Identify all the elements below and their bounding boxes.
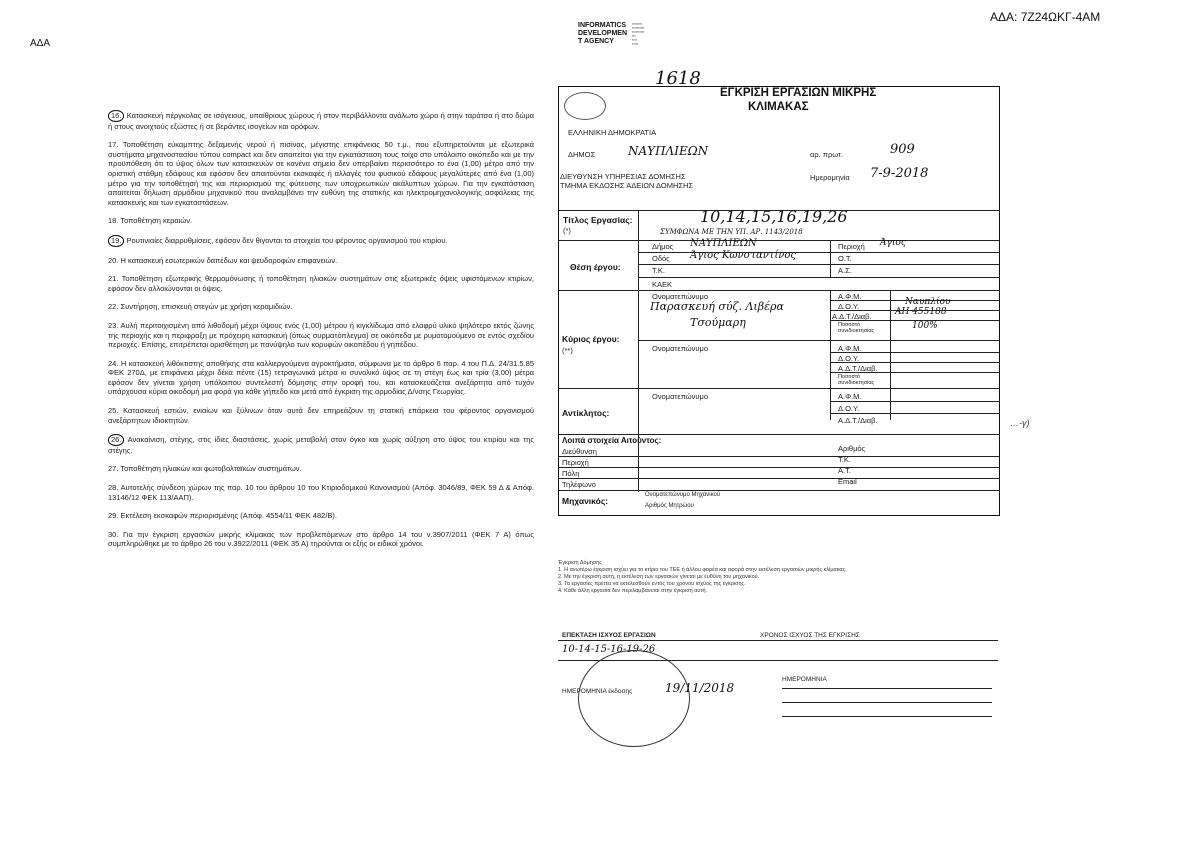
item-text: Τοποθέτηση ηλιακών και φωτοβολταϊκών συστημάτων. [120,464,302,474]
list-item [108,321,534,350]
list-item [108,274,534,293]
issue-date-label: ΗΜΕΡΟΜΗΝΙΑ έκδοσης [562,688,633,695]
note-2: 2. Με την έγκριση αυτή, η εκτέλεση των εργασιών γίνεται με ευθύνη του μηχανικού. [558,574,760,580]
id-label: Α.Δ.Τ./Διαβ. [832,312,872,321]
work-title-label: Τίτλος Εργασίας: [563,215,633,225]
item-number: 30. [108,529,119,539]
item-text: Ανακαίνιση, στέγης, στις ίδιες διαστάσεις, χωρίς μεταβολή στον όγκο και χωρίς αύξηση στο ύψος του κτιρίου και της στέγης. [108,435,535,455]
agency-line-1: INFORMATICS [578,22,627,29]
doy-label: Δ.Ο.Υ. [838,302,860,311]
validity-label: ΧΡΟΝΟΣ ΙΣΧΥΟΣ ΤΗΣ ΕΓΚΡΙΣΗΣ [760,632,860,639]
item-text: Αυλή περιτοιχισμένη από λιθοδομή μέχρι ύψους ενός (1,00) μέτρου ή κιγκλίδωμα από ελαφρύ υλικό ψηλότερο εκτός ζώνης της περιοχής και η περιφραξη με πρόχειρη κατασκευή (όπως συρματόπλεγμα) σε οικόπεδα με ρυμοτομούμενο σε εντός σχεδίου περιοχές. Επίσης, επιτρέπεται ορισθέτηση με πανύψηλο των κορυφών οικοπέδου ή γηπέδου. [108,320,535,350]
owner-note: (**) [562,346,573,355]
protocol-value: 909 [890,142,915,157]
item-number: 22. [108,302,119,312]
phone-label: Τηλέφωνο [562,480,596,489]
rep-afm-label: Α.Φ.Μ. [838,392,862,401]
email-label: Email [838,477,857,486]
at-label: Α.Τ. [838,466,851,475]
street-label: Οδός [652,254,670,263]
rep-name-label: Ονοματεπώνυμο [652,392,708,401]
form-title-line-2: ΚΛΙΜΑΚΑΣ [748,101,809,113]
side-handwritten-mark: …-γ) [1010,418,1030,428]
list-item [108,434,534,455]
owner-name-label: Ονοματεπώνυμο [652,292,708,301]
item-number: 20. [108,255,119,265]
block-label: Ο.Τ. [838,254,852,263]
official-seal-icon [578,650,690,747]
item-number: 25. [108,406,119,416]
item-text: Αυτοτελής σύνδεση χώρων της παρ. 10 του άρθρου 10 του Κτιριοδομικού Κανονισμού (Απόφ. 3046/89, ΦΕΚ 59 Δ & Απόφ. 13146/12 ΦΕΚ 113/ΑΑΠ). [108,483,535,502]
area-label: Περιοχή [838,242,865,251]
work-location-label: Θέση έργου: [570,262,621,272]
list-item [108,483,534,502]
list-item [108,256,534,266]
item-number: 19. [108,235,124,247]
item-number: 17. [108,140,119,150]
item-number: 27. [108,464,119,474]
list-item [108,302,534,312]
postal-code-label: Τ.Κ. [652,266,665,275]
form-title [720,86,876,114]
directorate-line-1: ΔΙΕΥΘΥΝΣΗ ΥΠΗΡΕΣΙΑΣ ΔΟΜΗΣΗΣ [560,172,686,181]
ownership-label-2: Ποσοστό συνιδιοκτησίας [838,374,875,386]
issue-date-value: 19/11/2018 [665,681,735,695]
item-number: 23. [108,320,119,330]
item-number: 18. [108,216,119,226]
note-4: 4. Κάθε άλλη εργασία δεν περιλαμβάνεται στην έγκριση αυτή. [558,588,708,594]
list-item [108,359,534,397]
list-item [108,406,534,425]
item-text: Συντήρηση, επισκευή στεγών με χρήση κεραμιδιών. [120,302,293,312]
as-label: Α.Σ. [838,266,852,275]
protocol-label: αρ. πρωτ. [810,150,844,159]
doy-value: Ναυπλίου [905,297,951,307]
item-number: 16. [108,110,124,122]
republic-label: ΕΛΛΗΝΙΚΗ ΔΗΜΟΚΡΑΤΙΑ [568,128,657,137]
location-municipality-label: Δήμος [652,242,674,251]
representative-label: Αντίκλητος: [562,408,610,418]
note-3: 3. Τα εργασίες πρέπει να εκτελεσθούν εντός του χρόνου ισχύος της έγκρισης. [558,581,746,587]
owner-name-value-1: Παρασκευή σύζ. Λιβέρα [650,300,784,313]
address-label: Διεύθυνση [562,447,597,456]
id-value: ΑΗ 455188 [895,307,947,317]
owner-name-label-2: Ονοματεπώνυμο [652,344,708,353]
doy-label-2: Δ.Ο.Υ. [838,354,860,363]
list-item [108,464,534,474]
agency-line-2: DEVELOPMEN [578,30,628,37]
list-item [108,235,534,247]
postcode-label: Τ.Κ. [838,455,851,464]
handwritten-stamp-number: 1618 [655,68,701,89]
list-item [108,140,534,207]
work-title-sub: ΣΥΜΦΩΝΑ ΜΕ ΤΗΝ ΥΠ. ΑΡ. 1143/2018 [660,228,803,236]
agency-line-3: T AGENCY [578,38,614,45]
list-item [108,530,534,549]
ada-left-label: ΑΔΑ [30,38,51,49]
item-text: Εκτέλεση εκσκαφών περιορισμένης (Απόφ. 4554/11 ΦΕΚ 482/Β). [120,511,337,521]
item-number: 21. [108,274,119,284]
item-text: Κατασκευή πέργκολας σε ισόγειους, υπαίθριους χώρους ή στον περιβάλλοντα ανάλωτο χώρο ή στην ταράτσα ή στο δώμα ή στους ανοιχτούς εξώστες ή σε βεράντες ισογείων και ορόφων. [108,111,534,131]
rep-id-label: Α.Δ.Τ./Διαβ. [838,416,878,425]
item-text: Για την έγκριση εργασιών μικρής κλίμακας των προβλεπόμενων στο άρθρο 14 του ν.3907/2011 (ΦΕΚ 7 Α) όπως συμπληρώθηκε με το άρθρο 26 του ν.3922/2011 (ΦΕΚ 35 Α) τηρούνται οι εξής οι ειδικοί χρόνοι. [108,529,534,549]
ownership-value: 100% [912,321,938,331]
agency-logo-text [578,22,627,46]
date-label: Ημερομηνία [810,173,850,182]
notes-block [558,560,998,595]
engineer-label: Μηχανικός: [562,496,609,506]
greek-emblem-icon [564,92,606,120]
item-text: Η κατασκευή εσωτερικών δαπέδων και ψευδοροφών επιφανειών. [120,255,338,265]
engineer-name-label: Ονοματεπώνυμο Μηχανικού [645,492,721,498]
item-number: 24. [108,358,119,368]
item-number: 28. [108,483,119,493]
work-title-note: (*) [563,226,571,235]
item-text: Η κατασκευή λιθόκτιστης αποθήκης στα καλλιεργούμενα αγροκτήματα, σύμφωνα με το άρθρο 6 παρ. 4 του Π.Δ. 24/31.5.85 ΦΕΚ 270Δ, με επιφάνεια μέχρι δέκα πέντε (15) τετραγωνικά μέτρα κι συνολικό ύψος σε τη στέγη έως και τρία (3,00) μέτρα εφόσον δεν γίνεται χρήση υπόλοιπου συντελεστή δόμησης στην οροφή του, και κατασκευάζεται ανεξάρτητα από τυχόν υπάρχουσα κύρια οικοδομή μια φορά για κάθε γήπεδο και μετά από έγκριση της αρμοδίας Δ/νσης Γεωργίας. [108,358,535,397]
ada-code: ΑΔΑ: 7Ζ24ΩΚΓ-4ΑΜ [990,10,1101,24]
location-municipality-value: ΝΑΥΠΛΙΕΩΝ [690,238,757,249]
item-text: Κατασκευή εστιών, ενιαίων και ξύλινων όταν αυτά δεν επηρεάζουν τη στατική επάρκεια του φέροντος οργανισμού ανεξάρτητων ιδιοκτητών. [108,406,534,425]
list-item [108,511,534,521]
owner-label: Κύριος έργου: [562,334,620,344]
notes-title: Έγκριση Δόμησης [558,560,602,566]
afm-label: Α.Φ.Μ. [838,292,862,301]
afm-label-2: Α.Φ.Μ. [838,344,862,353]
directorate-line-2: ΤΜΗΜΑ ΕΚΔΟΣΗΣ ΑΔΕΙΩΝ ΔΟΜΗΣΗΣ [560,181,694,190]
kaek-label: ΚΑΕΚ [652,280,673,289]
municipality-label: ΔΗΜΟΣ [568,150,596,159]
item-number: 29. [108,511,119,521]
region-label: Περιοχή [562,458,589,467]
extension-value: 10-14-15-16-19-26 [562,644,656,655]
note-1: 1. Η ανωτέρω έγκριση ισχύει για το κτίριο του ΤΕΕ ή άλλου φορέα και αφορά στην εκτέλεση εργασιών μικρής κλίμακας. [558,567,847,573]
other-details-label: Λοιπά στοιχεία Αιτούντος: [562,436,662,445]
date-value: 7-9-2018 [870,166,929,181]
list-item [108,110,534,131]
list-item [108,216,534,226]
extension-label: ΕΠΕΚΤΑΣΗ ΙΣΧΥΟΣ ΕΡΓΑΣΙΩΝ [562,632,656,639]
agency-small-print: ▪▪▪▪▪▪▪▪ ▪▪▪▪▪▪▪▪▪▪ ▪▪▪▪▪▪▪▪▪▪ ▪▪▪ ▪▪▪▪ ▪▪▪▪▪ [632,22,645,46]
work-title-value: 10,14,15,16,19,26 [700,207,848,226]
rep-doy-label: Δ.Ο.Υ. [838,404,860,413]
municipality-value: ΝΑΥΠΛΙΕΩΝ [628,144,709,158]
area-value: Άγιος [880,238,906,248]
city-label: Πόλη [562,469,580,478]
date-right-label: ΗΜΕΡΟΜΗΝΙΑ [782,676,827,683]
form-title-line-1: ΕΓΚΡΙΣΗ ΕΡΓΑΣΙΩΝ ΜΙΚΡΗΣ [720,87,877,99]
id-label-2: Α.Δ.Τ./Διαβ. [838,364,878,373]
engineer-number-label: Αριθμός Μητρώου [645,503,694,509]
item-text: Τοποθέτηση εξωτερικής θερμομόνωσης ή τοποθέτηση ηλιακών συστημάτων στις εξωτερικές όψεις υφιστάμενων κτιρίων, εφόσον δεν αλλοιώνονται οι όψεις. [108,274,534,293]
street-value: Άγιος Κωνσταντίνος [690,250,796,261]
item-text: Τοποθέτηση κεραιών. [120,216,193,226]
item-text: Ρουτινιαίες διαρρυθμίσεις, εφόσον δεν θίγονται τα στοιχεία του φέροντος οργανισμού του κτιρίου. [126,235,448,245]
item-number: 26. [108,434,124,446]
ownership-label: Ποσοστό συνιδιοκτησίας [838,322,875,334]
number-label: Αριθμός [838,444,866,453]
items-list [108,110,534,558]
item-text: Τοποθέτηση εύκαμπτης δεξαμενής νερού ή πισίνας, μέγιστης επιφάνειας 50 τ.μ., που εξυπηρετούνται με εξωτερικά συστήματα μηχανοστασίου τύπου compact και δεν απαιτείται για την εγκατάσταση τους τοίχο στο υπόλοιπο οικόπεδο και με την προϋπόθεση ότι το ύψος όλων των κατασκευών σε κανένα σημείο δεν υπερβαίνει περισσότερο το ένα (1,00) μέτρο από την οριστική στάθμη εδάφους και εφόσον δεν απαιτούνται εκσκαφές ή αλλαγές του φυσικού εδάφους μεγαλύτερες από ένα (1,00) μέτρο για την τοποθέτησή της και περιορισμού της φύτευσης των υποχρεωτικών ακάλυπτων χώρων. Για την εγκατάσταση απαιτείται δήλωση αρμόδιου μηχανικού που αναλαμβάνει την ευθύνη της στατικής και ηλεκτρομηχανολογικής ασφάλειας της κατασκευής και των εγκαταστάσεων. [108,140,535,207]
owner-name-value-2: Τσούμαρη [690,316,746,329]
